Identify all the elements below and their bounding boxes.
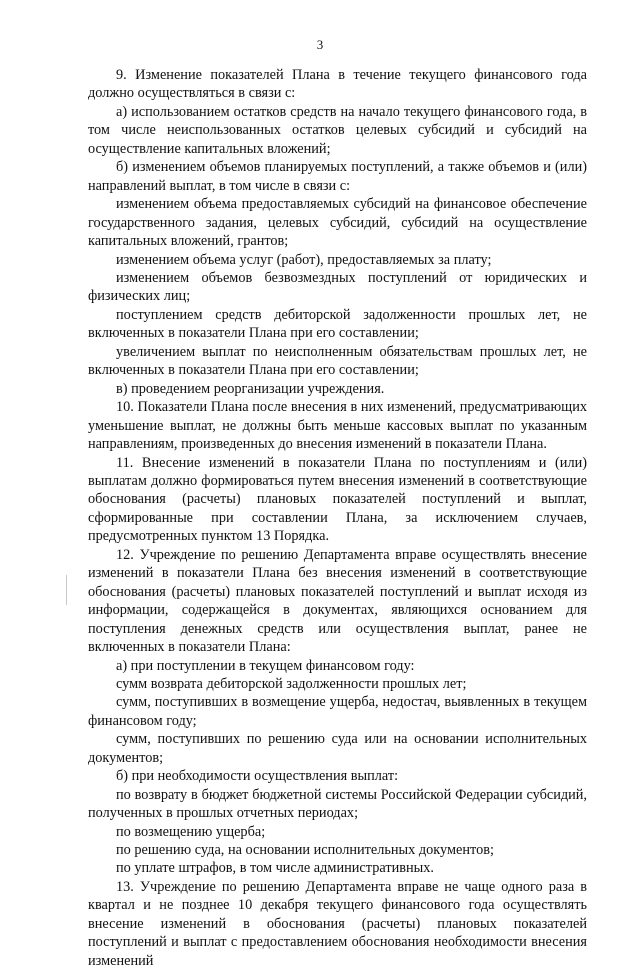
scan-margin-mark xyxy=(66,575,67,605)
paragraph-9b: б) изменением объемов планируемых поступлений, а также объемов и (или) направлений выплат, в том числе в связи с: xyxy=(88,159,587,194)
list-item: по возврату в бюджет бюджетной системы Российской Федерации субсидий, полученных в прошлых отчетных периодах; xyxy=(88,786,587,822)
paragraph-12: 12. Учреждение по решению Департамента вправе осуществлять внесение изменений в показатели Плана без внесения изменений в соответствующие обоснования (расчеты) плановых показателей поступлений и выплат исходя из информации, содержащейся в документах, являющихся основанием для поступления денежных средств или осуществления выплат, ранее не включенных в показатели Плана: xyxy=(88,546,587,656)
document-body xyxy=(88,66,587,970)
paragraph-9: 9. Изменение показателей Плана в течение текущего финансового года должно осуществляться в связи с: xyxy=(88,67,587,102)
paragraph-10: 10. Показатели Плана после внесения в них изменений, предусматривающих уменьшение выплат, не должны быть меньше кассовых выплат по указанным направлениям, произведенных до внесения изменений в показатели Плана. xyxy=(88,399,587,453)
list-item: изменением объема предоставляемых субсидий на финансовое обеспечение государственного задания, целевых субсидий, субсидий на осуществление капитальных вложений, грантов; xyxy=(88,196,587,250)
list-item: по решению суда, на основании исполнительных документов; xyxy=(116,842,494,859)
paragraph-9v: в) проведением реорганизации учреждения. xyxy=(116,380,385,397)
paragraph-13: 13. Учреждение по решению Департамента вправе не чаще одного раза в квартал и не позднее 10 декабря текущего финансового года осуществлять внесение изменений в обоснования (расчеты) плановых показателей поступлений и выплат с предоставлением обоснования необходимости внесения изменений xyxy=(88,878,587,969)
list-item: изменением объема услуг (работ), предоставляемых за плату; xyxy=(116,251,492,268)
paragraph-12a: а) при поступлении в текущем финансовом году: xyxy=(116,657,415,674)
list-item: сумм, поступивших по решению суда или на основании исполнительных документов; xyxy=(88,731,587,766)
paragraph-9a: а) использованием остатков средств на начало текущего финансового года, в том числе неиспользованных остатков целевых субсидий и субсидий на осуществление капитальных вложений; xyxy=(88,103,587,157)
list-item: сумм, поступивших в возмещение ущерба, недостач, выявленных в текущем финансовом году; xyxy=(88,694,587,729)
list-item: сумм возврата дебиторской задолженности прошлых лет; xyxy=(116,675,467,692)
list-item: по уплате штрафов, в том числе административных. xyxy=(116,860,434,877)
list-item: поступлением средств дебиторской задолженности прошлых лет, не включенных в показатели Плана при его составлении; xyxy=(88,306,587,342)
list-item: по возмещению ущерба; xyxy=(116,823,266,840)
paragraph-12b: б) при необходимости осуществления выплат: xyxy=(116,768,399,785)
page-number: 3 xyxy=(316,37,324,52)
paragraph-11: 11. Внесение изменений в показатели Плана по поступлениям и (или) выплатам должно формироваться путем внесения изменений в соответствующие обоснования (расчеты) плановых показателей поступлений и выплат, сформированные при составлении Плана, за исключением случаев, предусмотренных пунктом 13 Порядка. xyxy=(88,454,587,545)
list-item: изменением объемов безвозмездных поступлений от юридических и физических лиц; xyxy=(88,269,587,305)
list-item: увеличением выплат по неисполненным обязательствам прошлых лет, не включенных в показатели Плана при его составлении; xyxy=(88,343,587,379)
